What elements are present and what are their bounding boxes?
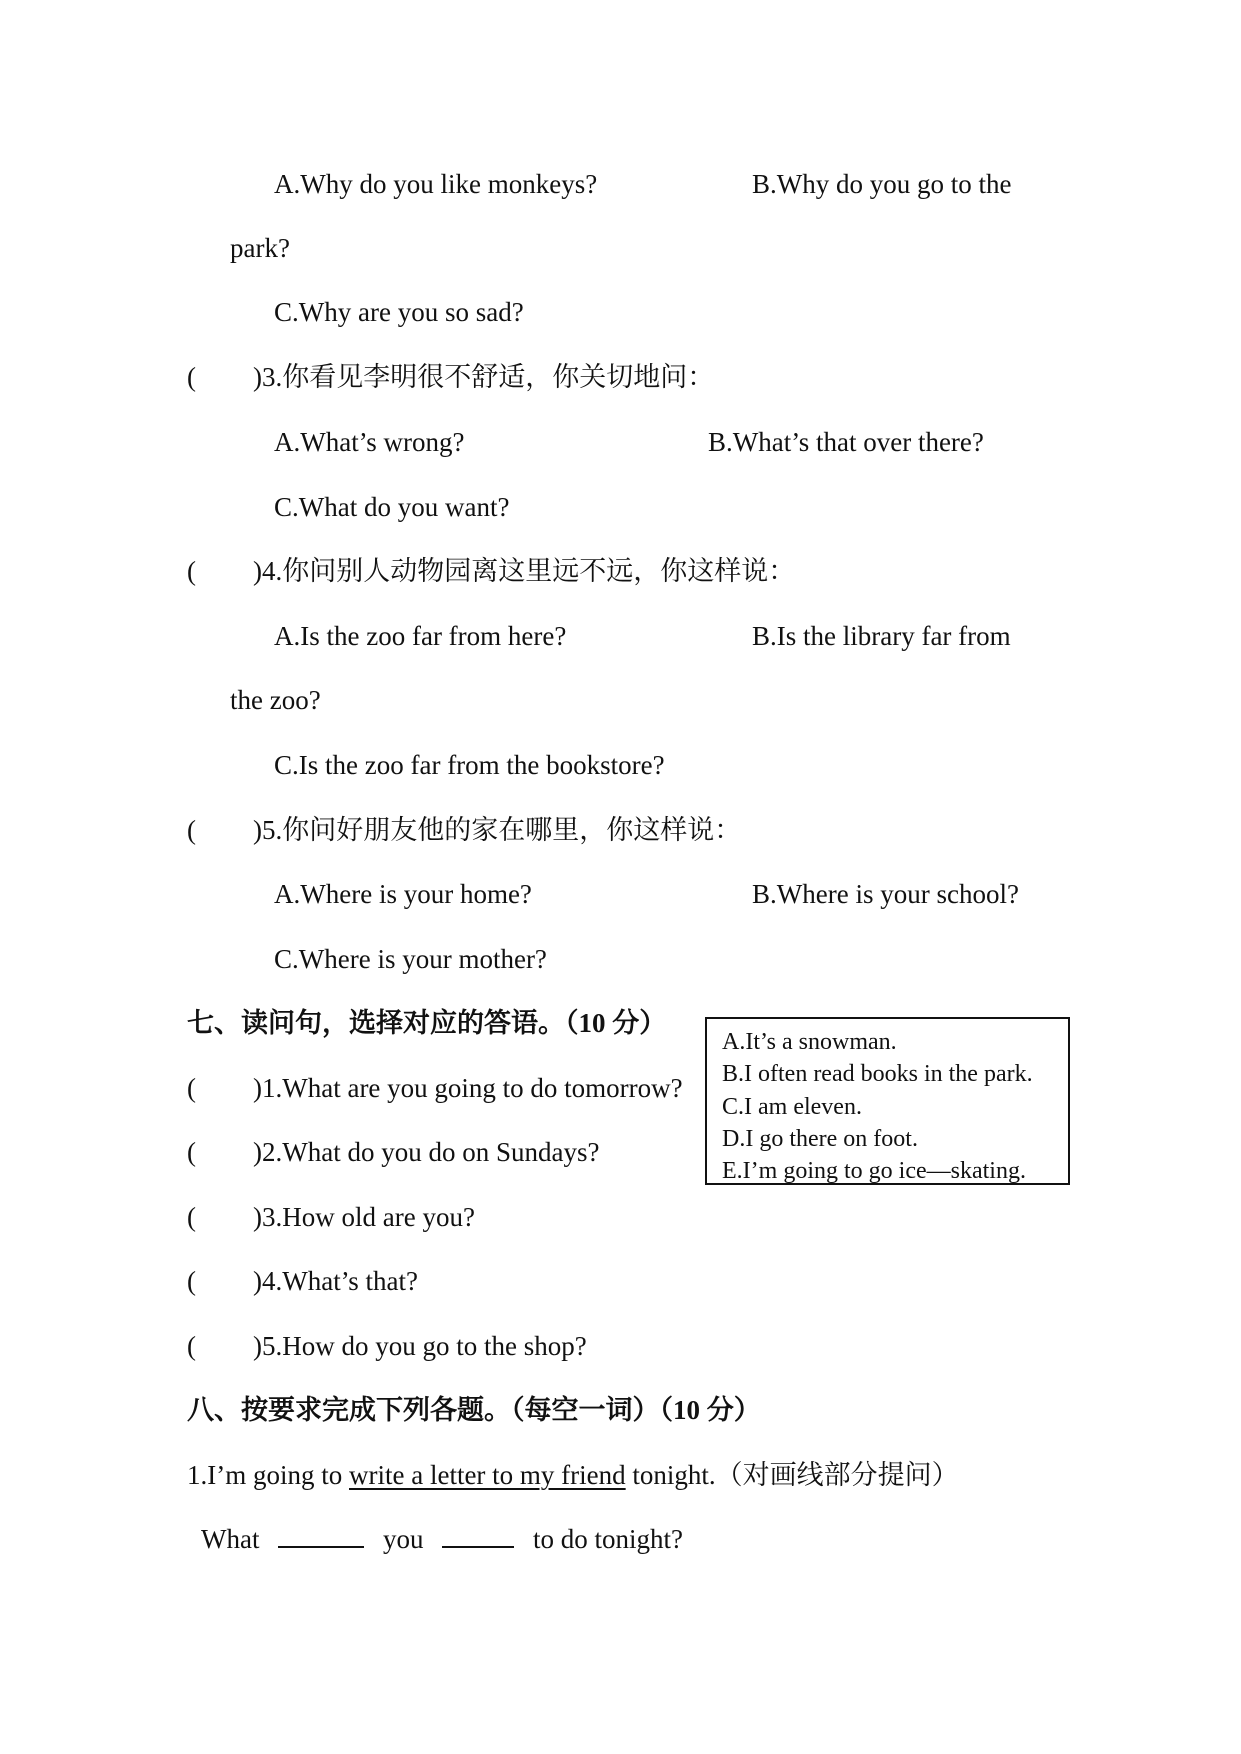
s7-q3-text: )3.How old are you? [253, 1202, 475, 1232]
q2-option-c: C.Why are you so sad? [274, 297, 524, 327]
s8-item1-prefix: 1.I’m going to [187, 1460, 349, 1490]
s8-item1-answer-line [201, 1523, 683, 1555]
answer-option-e: E.I’m going to go ice—skating. [722, 1158, 1026, 1184]
answer-option-d: D.I go there on foot. [722, 1126, 918, 1152]
q4-option-b-continued: the zoo? [230, 685, 321, 715]
q5-paren: ( [187, 815, 196, 845]
s7-q5-text: )5.How do you go to the shop? [253, 1331, 587, 1361]
q3-paren: ( [187, 362, 196, 392]
s7-q4-paren: ( [187, 1266, 196, 1296]
s7-q1-paren: ( [187, 1073, 196, 1103]
s7-q1-text: )1.What are you going to do tomorrow? [253, 1073, 683, 1103]
section-7-title: 七、读问句，选择对应的答语。（10 分） [187, 1008, 667, 1038]
q3-option-c: C.What do you want? [274, 492, 510, 522]
s7-q2-text: )2.What do you do on Sundays? [253, 1137, 600, 1167]
s8-answer-word-1: What [201, 1524, 260, 1554]
s7-q4-text: )4.What’s that? [253, 1266, 418, 1296]
q5-option-c: C.Where is your mother? [274, 944, 547, 974]
s7-q5-paren: ( [187, 1331, 196, 1361]
q3-option-b: B.What’s that over there? [708, 427, 984, 457]
q5-stem: )5.你问好朋友他的家在哪里，你这样说： [253, 815, 742, 845]
answer-option-c: C.I am eleven. [722, 1094, 862, 1120]
q4-option-b: B.Is the library far from [752, 621, 1011, 651]
answer-blank-1[interactable] [278, 1524, 364, 1548]
s8-item1-sentence [187, 1459, 959, 1491]
answer-option-a: A.It’s a snowman. [722, 1029, 897, 1055]
q4-option-c: C.Is the zoo far from the bookstore? [274, 750, 665, 780]
q3-stem: )3.你看见李明很不舒适，你关切地问： [253, 362, 715, 392]
q5-option-b: B.Where is your school? [752, 879, 1019, 909]
s7-q3-paren: ( [187, 1202, 196, 1232]
q2-option-b-continued: park? [230, 233, 290, 263]
s8-answer-word-3: to do tonight? [532, 1524, 683, 1554]
answer-options-box [705, 1017, 1070, 1185]
s8-item1-suffix: tonight.（对画线部分提问） [625, 1460, 959, 1490]
q5-option-a: A.Where is your home? [274, 879, 532, 909]
s8-answer-word-2: you [382, 1524, 424, 1554]
q4-paren: ( [187, 556, 196, 586]
q2-option-b: B.Why do you go to the [752, 169, 1012, 199]
q4-stem: )4.你问别人动物园离这里远不远，你这样说： [253, 556, 796, 586]
answer-blank-2[interactable] [442, 1524, 514, 1548]
s7-q2-paren: ( [187, 1137, 196, 1167]
q2-option-a: A.Why do you like monkeys? [274, 169, 598, 199]
q3-option-a: A.What’s wrong? [274, 427, 465, 457]
q4-option-a: A.Is the zoo far from here? [274, 621, 567, 651]
answer-option-b: B.I often read books in the park. [722, 1061, 1033, 1087]
s8-item1-underlined: write a letter to my friend [349, 1460, 626, 1490]
section-8-title: 八、按要求完成下列各题。（每空一词）（10 分） [187, 1395, 761, 1425]
